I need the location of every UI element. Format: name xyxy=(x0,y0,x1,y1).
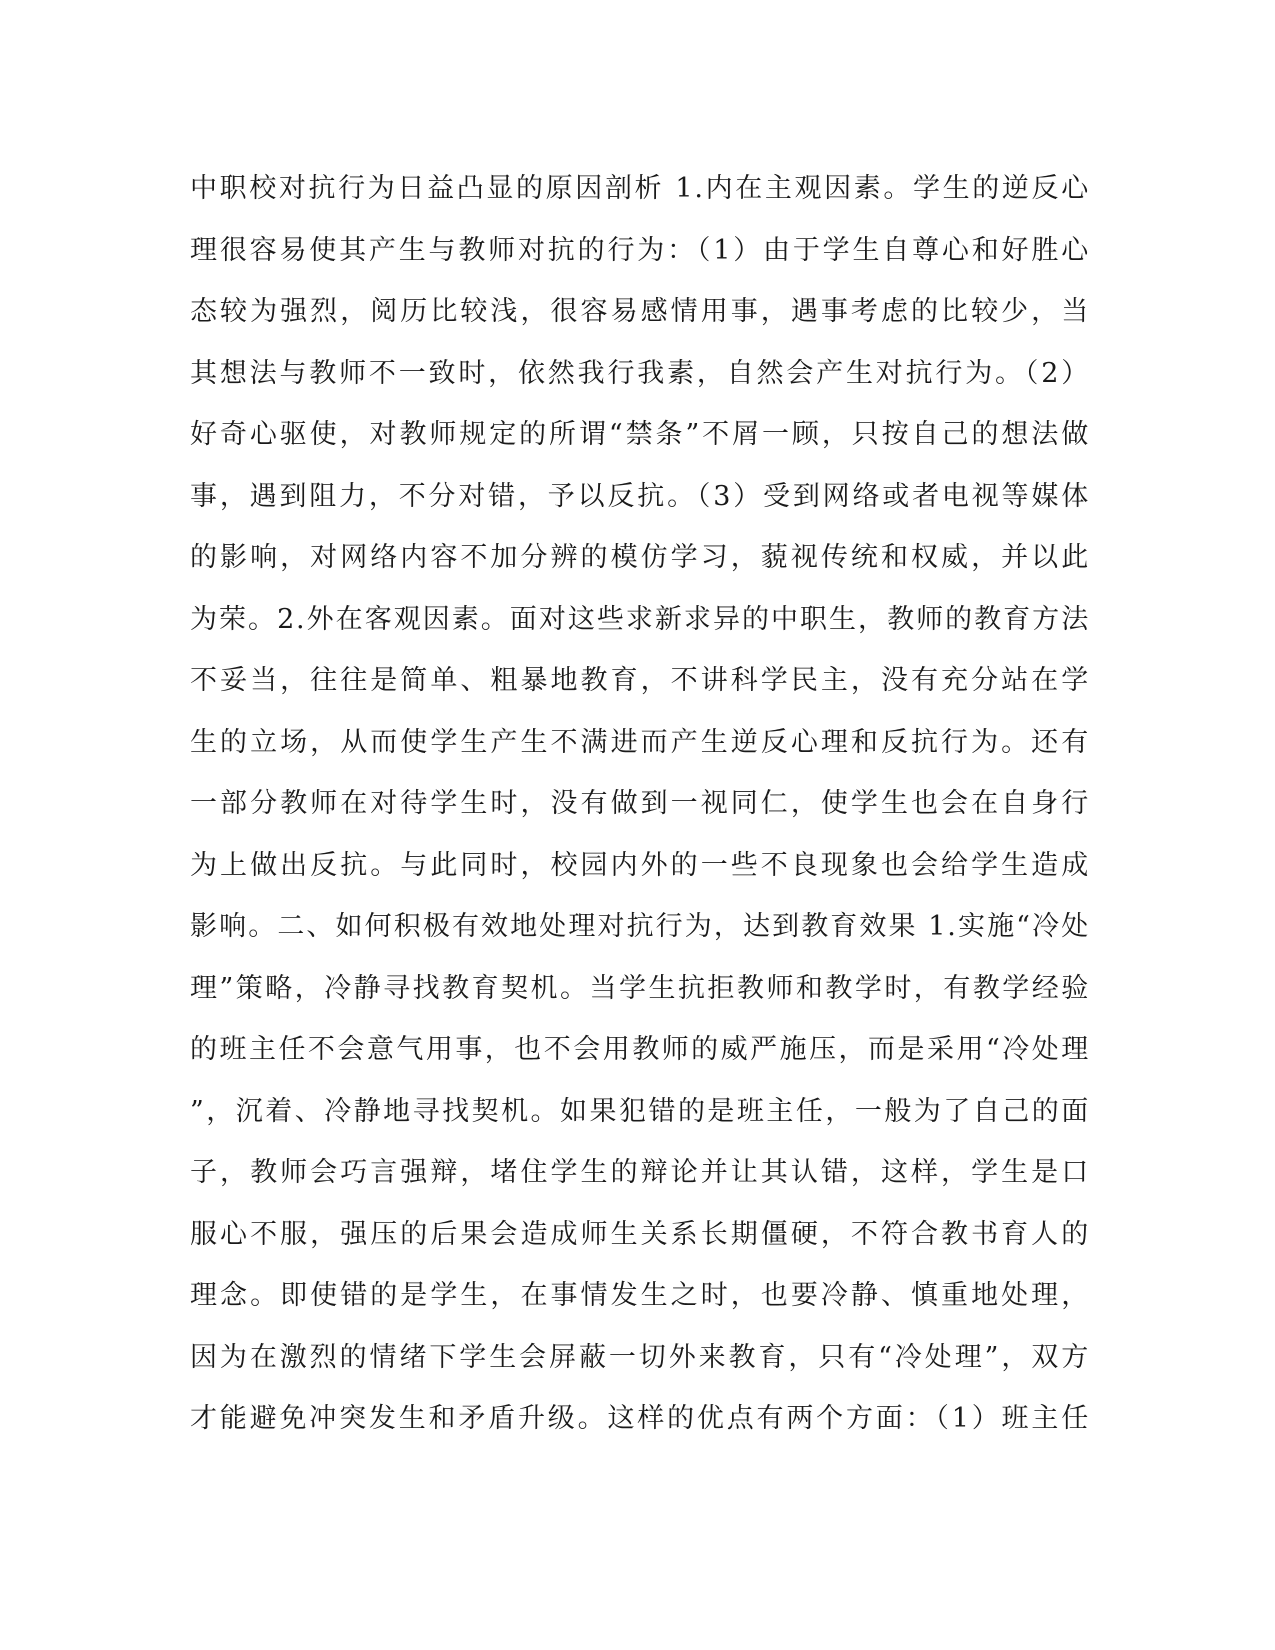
text-line-16: ”，沉着、冷静地寻找契机。如果犯错的是班主任，一般为了自己的面 xyxy=(190,1095,1090,1127)
text-line-20: 因为在激烈的情绪下学生会屏蔽一切外来教育，只有“冷处理”，双方 xyxy=(190,1341,1090,1373)
text-line-19: 理念。即使错的是学生，在事情发生之时，也要冷静、慎重地处理， xyxy=(190,1280,1090,1311)
text-line-18: 服心不服，强压的后果会造成师生关系长期僵硬，不符合教书育人的 xyxy=(190,1218,1090,1250)
text-line-7: 的影响，对网络内容不加分辨的模仿学习，藐视传统和权威，并以此 xyxy=(190,542,1090,573)
text-line-12: 为上做出反抗。与此同时，校园内外的一些不良现象也会给学生造成 xyxy=(190,849,1090,881)
text-line-5: 好奇心驱使，对教师规定的所谓“禁条”不屑一顾，只按自己的想法做 xyxy=(190,419,1090,450)
text-line-4: 其想法与教师不一致时，依然我行我素，自然会产生对抗行为。（2） xyxy=(190,357,1090,389)
text-line-21: 才能避免冲突发生和矛盾升级。这样的优点有两个方面：（1）班主任 xyxy=(190,1403,1090,1434)
text-line-15: 的班主任不会意气用事，也不会用教师的威严施压，而是采用“冷处理 xyxy=(190,1034,1090,1065)
body-text xyxy=(190,158,1090,1450)
text-line-6: 事，遇到阻力，不分对错，予以反抗。（3）受到网络或者电视等媒体 xyxy=(190,480,1090,512)
text-line-1: 中职校对抗行为日益凸显的原因剖析 1.内在主观因素。学生的逆反心 xyxy=(190,173,1090,204)
text-line-14: 理”策略，冷静寻找教育契机。当学生抗拒教师和教学时，有教学经验 xyxy=(190,972,1090,1004)
text-line-8: 为荣。2.外在客观因素。面对这些求新求异的中职生，教师的教育方法 xyxy=(190,603,1090,635)
text-line-9: 不妥当，往往是简单、粗暴地教育，不讲科学民主，没有充分站在学 xyxy=(190,665,1090,696)
text-line-10: 生的立场，从而使学生产生不满进而产生逆反心理和反抗行为。还有 xyxy=(190,726,1090,758)
text-line-13: 影响。二、如何积极有效地处理对抗行为，达到教育效果 1.实施“冷处 xyxy=(190,911,1090,942)
text-line-2: 理很容易使其产生与教师对抗的行为：（1）由于学生自尊心和好胜心 xyxy=(190,234,1090,266)
text-line-3: 态较为强烈，阅历比较浅，很容易感情用事，遇事考虑的比较少，当 xyxy=(190,296,1090,327)
text-line-17: 子，教师会巧言强辩，堵住学生的辩论并让其认错，这样，学生是口 xyxy=(190,1157,1090,1188)
text-line-11: 一部分教师在对待学生时，没有做到一视同仁，使学生也会在自身行 xyxy=(190,788,1090,819)
